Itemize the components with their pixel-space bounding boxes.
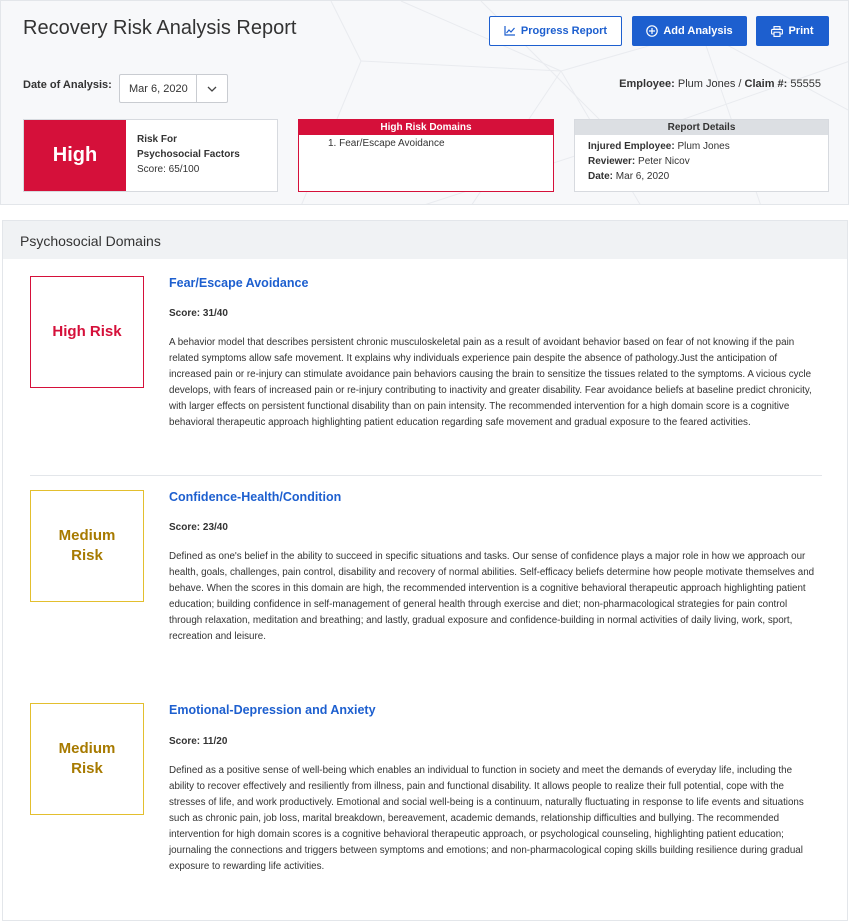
report-details-body [575, 135, 828, 184]
injured-employee-label: Injured Employee: [588, 141, 675, 152]
risk-badge-high: High Risk [30, 276, 144, 388]
section-title: Psychosocial Domains [3, 221, 847, 259]
high-risk-domain-item: 1. Fear/Escape Avoidance [328, 138, 445, 149]
risk-summary-card [23, 119, 278, 192]
chevron-down-icon[interactable] [196, 75, 227, 102]
injured-employee-row [588, 139, 828, 154]
divider [30, 475, 822, 476]
page-title: Recovery Risk Analysis Report [23, 17, 297, 39]
progress-report-button[interactable] [489, 16, 622, 46]
progress-report-label: Progress Report [520, 25, 608, 37]
report-date-row [588, 169, 828, 184]
reviewer-label: Reviewer: [588, 156, 636, 167]
claim-number: 55555 [790, 78, 821, 90]
domain-score: Score: 11/20 [169, 736, 228, 747]
high-risk-domains-card [298, 119, 554, 192]
risk-line2: Psychosocial Factors [137, 149, 240, 160]
risk-badge-medium: Medium Risk [30, 703, 144, 815]
injured-employee-value: Plum Jones [677, 141, 730, 152]
date-label: Date of Analysis: [23, 79, 112, 91]
add-analysis-label: Add Analysis [663, 25, 733, 37]
chart-line-icon [504, 26, 516, 36]
risk-summary-text [126, 120, 240, 191]
risk-score: Score: 65/100 [137, 164, 200, 175]
add-analysis-button[interactable] [632, 16, 747, 46]
report-date-label: Date: [588, 171, 614, 182]
claim-label: Claim #: [744, 78, 788, 90]
report-date-value: Mar 6, 2020 [615, 171, 670, 182]
print-label: Print [788, 25, 814, 37]
reviewer-value: Peter Nicov [638, 156, 690, 167]
risk-level-badge: High [24, 120, 126, 191]
high-risk-domains-title: High Risk Domains [299, 120, 553, 135]
report-details-card [574, 119, 829, 192]
printer-icon [771, 26, 783, 37]
plus-circle-icon [646, 25, 658, 37]
domain-score: Score: 23/40 [169, 522, 228, 533]
domain-title-link[interactable]: Fear/Escape Avoidance [169, 276, 309, 290]
report-header [0, 0, 849, 205]
psychosocial-domains-section [2, 220, 848, 921]
domain-description: Defined as a positive sense of well-being which enables an individual to function in society and meet the demands of everyday life, including the ability to recover effectively and resiliently from illness, pain and functional disability. It allows people to realize their full potential, cope with the stresses of life, and work productively. Emotional and social well-being is a continuum, naturally fluctuating in response to life events and situations such as chronic pain, job loss, marital breakdown, bereavement, academic demands, relationship difficulties and bullying. The recommended intervention for high domain scores is a cognitive behavioral therapeutic approach, or psychological counseling, highlighting patient education; journaling the connections and triggers between symptoms and emotions; and non-pharmacological coping skills building resilience during gradual exposure to rewarding life activities. [169, 765, 804, 872]
separator: / [738, 78, 742, 90]
employee-label: Employee: [619, 78, 675, 90]
domain-title-link[interactable]: Confidence-Health/Condition [169, 490, 342, 504]
print-button[interactable] [756, 16, 829, 46]
employee-claim-info [619, 78, 821, 90]
domain-title-link[interactable]: Emotional-Depression and Anxiety [169, 703, 376, 717]
employee-name: Plum Jones [677, 78, 736, 90]
domain-description: A behavior model that describes persistent chronic musculoskeletal pain as a result of avoidant behavior based on fear of not knowing if the pain related symptoms allow safe movement. It explains why individuals experience pain despite the absence of pathology.Just the anticipation of increased pain or re-injury can stimulate avoidance pain behaviors causing the brain to sensitize the tissues related to the symptoms. A vicious cycle develops, with fears of increased pain or re-injury contributing to inactivity and greater disability. Fear avoidance beliefs at baseline predict chronicity, with larger effects on persistent functional disability than on pain intensity. The recommended intervention for a high domain score is a cognitive behavioral therapeutic approach highlighting patient education regarding safe movement and gradual exposure to the feared activities. [169, 337, 812, 428]
date-select-value: Mar 6, 2020 [129, 82, 188, 95]
domain-score: Score: 31/40 [169, 308, 228, 319]
risk-badge-medium: Medium Risk [30, 490, 144, 602]
domain-description: Defined as one's belief in the ability to succeed in specific situations and tasks. Our sense of confidence plays a major role in how we approach our health, goals, challenges, pain control, disability and recovery of normal abilities. Self-efficacy beliefs determine how people motivate themselves and behave. When the scores in this domain are high, the recommended intervention is a cognitive behavioral therapeutic approach highlighting patient education; building confidence in self-management of general health through exercise and diet; non-pharmacological strategies for pain control through relaxation, meditation and breathing; and lastly, gradual exposure and confidence-building in normal activities of daily living, work, sport, recreation and leisure. [169, 551, 815, 642]
reviewer-row [588, 154, 828, 169]
risk-line1: Risk For [137, 134, 178, 145]
report-details-title: Report Details [575, 120, 828, 135]
date-select[interactable] [119, 74, 228, 103]
